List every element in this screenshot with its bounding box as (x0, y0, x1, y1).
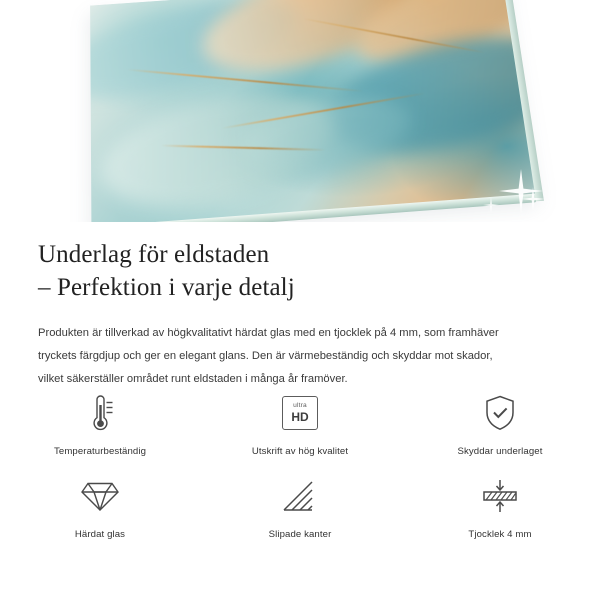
shield-check-icon (482, 390, 518, 436)
feature-label: Skyddar underlaget (457, 446, 543, 457)
ultra-hd-icon (282, 390, 318, 436)
glass-plate (90, 0, 536, 222)
ultra-hd-bottom-text: HD (291, 409, 309, 424)
product-description (0, 304, 600, 391)
feature-tempered-glass (0, 473, 200, 540)
feature-thickness (400, 473, 600, 540)
thickness-icon (479, 473, 521, 519)
feature-polished-edges (200, 473, 400, 540)
marble-artwork (90, 0, 536, 222)
feature-label: Härdat glas (74, 529, 126, 540)
page-title (0, 222, 600, 304)
diamond-icon (80, 473, 120, 519)
feature-label: Slipade kanter (268, 529, 332, 540)
thermometer-icon (83, 390, 117, 436)
hero-image (0, 0, 600, 222)
feature-grid (0, 390, 600, 540)
description-line-2: tryckets färgdjup och ger en elegant glans. Den är värmebeständig och skyddar mot skador, (38, 350, 493, 362)
headline-line-2: – Perfektion i varje detalj (38, 274, 295, 301)
description-line-1: Produkten är tillverkad av högkvalitativt härdat glas med en tjocklek på 4 mm, som framhäver (38, 327, 499, 339)
feature-label: Utskrift av hög kvalitet (251, 446, 349, 457)
content-area (0, 222, 600, 540)
feature-surface-protection (400, 390, 600, 457)
description-line-3: vilket säkerställer området runt eldstaden i många år framöver. (38, 373, 348, 385)
headline-line-1: Underlag för eldstaden (38, 241, 270, 268)
feature-label: Tjocklek 4 mm (468, 529, 532, 540)
polished-edges-icon (281, 473, 319, 519)
feature-temperature-resistant (0, 390, 200, 457)
ultra-hd-top-text: ultra (293, 402, 307, 410)
feature-print-quality (200, 390, 400, 457)
feature-label: Temperaturbeständig (53, 446, 147, 457)
